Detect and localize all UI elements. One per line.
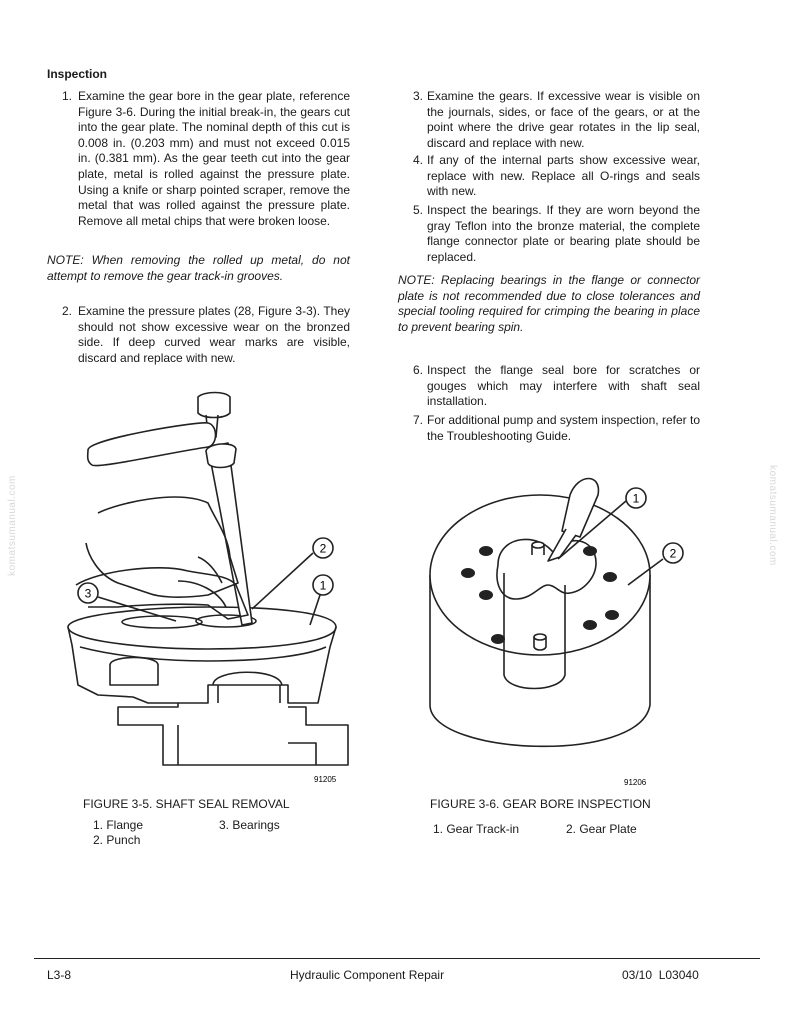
list-item-6 [413,363,700,410]
figure-caption-3-6: FIGURE 3-6. GEAR BORE INSPECTION [430,797,651,811]
item-number: 3. [413,89,424,103]
item-text: Inspect the flange seal bore for scratches or gouges which may interfere with shaft seal installation. [427,363,700,409]
footer-title: Hydraulic Component Repair [290,968,445,982]
legend-gear-track-in: 1. Gear Track-in [433,822,520,836]
note-right: NOTE: Replacing bearings in the flange or connector plate is not recommended due to close tolerances and special tooling required for crimping the bearing in place to prevent bearing spin. [398,273,700,334]
item-text: For additional pump and system inspection, refer to the Troubleshooting Guide. [427,413,700,443]
section-heading: Inspection [47,67,108,81]
legend-punch: 2. Punch [93,833,141,847]
callout-3: 3 [84,586,92,601]
item-number: 4. [413,153,424,167]
figure-shaft-seal-removal [58,385,358,790]
figure-number: 91206 [624,778,647,787]
footer-code: 03/10 L03040 [622,968,699,982]
legend-bearings: 3. Bearings [219,818,280,832]
item-text: Examine the gears. If excessive wear is visible on the journals, sides, or face of the gears, or at the point where the drive gear rotates in the lip seal, discard and replace with new. [427,89,700,150]
watermark-right: komatsumanual.com [766,465,778,566]
watermark-left: komatsumanual.com [6,475,18,576]
item-number: 7. [413,413,424,427]
list-item-2 [62,304,350,366]
item-text: Examine the pressure plates (28, Figure 3-3). They should not show excessive wear on the bronzed side. If deep curved wear marks are visible, discard and replace with new. [78,304,350,365]
callout-2: 2 [319,541,327,556]
footer-rule [34,958,760,959]
item-text: If any of the internal parts show excessive wear, replace with new. Replace all O-rings and seals with new. [427,153,700,199]
item-number: 6. [413,363,424,377]
page-number: L3-8 [47,968,72,982]
callout-1: 1 [632,491,640,506]
callout-2: 2 [669,546,677,561]
callout-1: 1 [319,578,327,593]
list-item-4 [413,153,700,200]
figure-gear-bore-inspection [420,465,710,790]
item-number: 2. [62,304,73,318]
legend-flange: 1. Flange [93,818,144,832]
item-number: 1. [62,89,73,103]
item-text: Examine the gear bore in the gear plate, reference Figure 3-6. During the initial break-in, the gears cut into the gear plate. The nominal depth of this cut is 0.008 in. (0.203 mm) and must not exceed 0.015 in. (0.381 mm). As the gear teeth cut into the gear plate, metal is rolled against the pressure plate. Using a knife or sharp pointed scraper, remove the metal that was rolled against the pressure plate. Remove all metal chips that were broken loose. [78,89,350,228]
figure-number: 91205 [314,775,337,784]
legend-gear-plate: 2. Gear Plate [566,822,637,836]
figure-caption-3-5: FIGURE 3-5. SHAFT SEAL REMOVAL [83,797,290,811]
list-item-1 [62,89,350,229]
note-left: NOTE: When removing the rolled up metal, do not attempt to remove the gear track-in grooves. [47,253,350,283]
list-item-7 [413,413,700,444]
item-text: Inspect the bearings. If they are worn beyond the gray Teflon into the bronze material, the complete flange connector plate or bearing plate should be replaced. [427,203,700,264]
list-item-5 [413,203,700,265]
item-number: 5. [413,203,424,217]
list-item-3 [413,89,700,151]
